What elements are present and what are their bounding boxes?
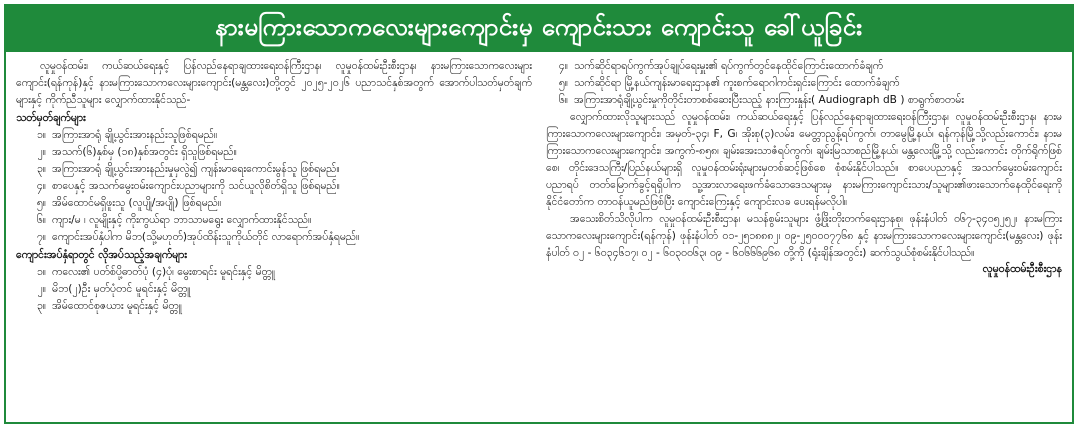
item-text: အကြားအာရုံ ချို့ယွင်းအားနည်းမှုမှလွဲ၍ ကျန်းမာရေးကောင်းမွန်သူ ဖြစ်ရမည်။ bbox=[52, 163, 340, 175]
item-number: ၃။ bbox=[36, 163, 46, 175]
list-item bbox=[16, 144, 532, 161]
item-text: အိမ်ထောင်မရှိဖူးသူ (လူပျို/အပျို) ဖြစ်ရမည်။ bbox=[52, 197, 222, 209]
right-column bbox=[546, 58, 1062, 315]
item-text: အသက်(၆)နှစ်မှ (၁၈)နှစ်အတွင်း ရှိသူဖြစ်ရမည်။ bbox=[52, 146, 237, 158]
list-item bbox=[16, 264, 532, 281]
item-text: ကျား/မ ၊ လူမျိုးနှင့် ကိုးကွယ်ရာ ဘာသာမရွေး လျှောက်ထားနိုင်သည်။ bbox=[52, 214, 312, 226]
list-item bbox=[16, 229, 532, 246]
header-banner bbox=[6, 6, 1072, 52]
documents-heading: ကျောင်းအပ်နှံရာတွင် လိုအပ်သည့်အချက်များ bbox=[16, 249, 187, 261]
notice-body bbox=[6, 52, 1072, 315]
left-column bbox=[16, 58, 532, 315]
item-number: ၃။ bbox=[36, 300, 46, 312]
intro-paragraph: လူမှုဝန်ထမ်း၊ ကယ်ဆယ်ရေးနှင့် ပြန်လည်နေရာချထားရေးဝန်ကြီးဌာန၊ လူမှုဝန်ထမ်းဦးစီးဌာန၊ နားမကြားသောကလေးများကျောင်း(ရန်ကုန်)နှင့် နားမကြားသောကလေးများကျောင်း(မန္တလေး)တို့တွင် ၂၀၂၅-၂၀၂၆ ပညာသင်နှစ်အတွက် အောက်ပါသတ်မှတ်ချက်များနှင့် ကိုက်ညီသူများ လျှောက်ထားနိုင်သည်- bbox=[16, 60, 532, 106]
list-item bbox=[546, 58, 1062, 75]
item-number: ၁။ bbox=[36, 129, 46, 141]
list-item bbox=[16, 212, 532, 229]
criteria-heading: သတ်မှတ်ချက်များ bbox=[16, 112, 86, 124]
issuer-signature: လူမှုဝန်ထမ်းဦးစီးဌာန bbox=[982, 263, 1062, 275]
list-item bbox=[16, 161, 532, 178]
list-item bbox=[16, 178, 532, 195]
item-number: ၇။ bbox=[36, 231, 46, 243]
list-item bbox=[16, 195, 532, 212]
list-item bbox=[16, 127, 532, 144]
item-text: မိဘ(၂)ဦး မှတ်ပုံတင် မူရင်းနှင့် မိတ္တူ bbox=[52, 283, 191, 295]
item-number: ၁။ bbox=[36, 266, 46, 278]
item-text: ကလေး၏ ပတ်စ်ပို့ဓာတ်ပုံ (၄)ပုံ၊ မွေးစာရင်း မူရင်းနှင့် မိတ္တူ bbox=[52, 266, 275, 278]
item-text: စာပေနှင့် အသက်မွေးဝမ်းကျောင်းပညာများကို သင်ယူလိုစိတ်ရှိသူ ဖြစ်ရမည်။ bbox=[52, 180, 340, 192]
item-number: ၅။ bbox=[36, 197, 46, 209]
item-number: ၆။ bbox=[558, 94, 568, 106]
list-item bbox=[16, 298, 532, 315]
documents-list-part2 bbox=[546, 58, 1062, 109]
criteria-list bbox=[16, 127, 532, 246]
item-number: ၆။ bbox=[36, 214, 46, 226]
contact-text: အသေးစိတ်သိလိုပါက လူမှုဝန်ထမ်းဦးစီးဌာန၊ မသန်စွမ်းသူများ ဖွံ့ဖြိုးတိုးတက်ရေးဌာနစု၊ ဖုန်းနံပါတ် ၀၆၇-၃၄၀၅၂၅၂၊ နားမကြားသောကလေးများကျောင်း(ရန်ကုန်) ဖုန်းနံပါတ် ၀၁-၂၅၁၈၈၈၂၊ ၀၉-၂၅၀၀၀၇၇၆၈ နှင့် နားမကြားသောကလေးများကျောင်း(မန္တလေး) ဖုန်းနံပါတ် ၀၂ - ၆၀၃၄၆၁၇၊ ၀၂ - ၆၀၃၀၀၆၃၊ ၀၉ - ၆၀၆၆၆၉၆၈ တို့ကို (ရုံးချိန်အတွင်း) ဆက်သွယ်စုံစမ်းနိုင်ပါသည်။ bbox=[546, 213, 1062, 259]
list-item bbox=[546, 92, 1062, 109]
item-text: အကြားအာရုံချို့ယွင်းမှုကိုတိုင်းတာစစ်ဆေးပြီးသည့် နားကြားနှုန်း( Audiograph dB ) စာရွက်စာတမ်း bbox=[574, 94, 964, 106]
item-number: ၄။ bbox=[36, 180, 46, 192]
contact-paragraph bbox=[546, 211, 1062, 262]
page-title: နားမကြားသောကလေးများကျောင်းမှ ကျောင်းသား ကျောင်းသူ ခေါ်ယူခြင်း bbox=[215, 13, 863, 41]
item-number: ၂။ bbox=[37, 283, 46, 295]
list-item bbox=[546, 75, 1062, 92]
item-text: အိမ်ထောင်စုဇယား မူရင်းနှင့် မိတ္တူ bbox=[52, 300, 182, 312]
item-number: ၂။ bbox=[37, 146, 46, 158]
application-paragraph: လျှောက်ထားလိုသူများသည် လူမှုဝန်ထမ်း၊ ကယ်ဆယ်ရေးနှင့် ပြန်လည်နေရာချထားရေးဝန်ကြီးဌာန၊ လူမှုဝန်ထမ်းဦးစီးဌာန၊ နားမကြားသောကလေးများကျောင်း၊ အမှတ်-၃၄၊ F, G၊ အိုးစု(၃)လမ်း၊ မေတ္တာညွန့်ရပ်ကွက်၊ တာမွေမြို့နယ်၊ ရန်ကုန်မြို့သို့လည်းကောင်း၊ နားမကြားသောကလေးများကျောင်း၊ အကွက်-၈၅၈၊ ချမ်းအေးသာဇံရပ်ကွက်၊ ချမ်းမြသာစည်မြို့နယ်၊ မန္တလေးမြို့သို့ လည်းကောင်း တိုက်ရိုက်ဖြစ်စေ၊ တိုင်းဒေသကြီး/ပြည်နယ်များရှိ လူမှုဝန်ထမ်းရုံးများမှတစ်ဆင့်ဖြစ်စေ စုံစမ်းနိုင်ပါသည်။ စာပေပညာနှင့် အသက်မွေးဝမ်းကျောင်းပညာရပ် တတ်မြောက်ခွင့်ရရှိပါက သူ့အားလာရေးဖက်ခံသောဒေသများမှ နားမကြားကျောင်းသား/သူများ၏ဖားသောက်နေထိုင်ရေးကို နိုင်ငံတော်က တာဝန်ယူမည်ဖြစ်ပြီး ကျောင်းကြေးနှင့် ကျောင်းလခ ပေးရန်မလိုပါ။ bbox=[546, 111, 1062, 208]
documents-list-part1 bbox=[16, 264, 532, 315]
list-item bbox=[16, 281, 532, 298]
notice-card bbox=[4, 4, 1074, 424]
item-text: ကျောင်းအပ်နှံပါက မိဘ(သို့မဟုတ်)အုပ်ထိန်းသူကိုယ်တိုင် လာရောက်အပ်နှံရမည်။ bbox=[52, 231, 360, 243]
item-text: အကြားအာရုံ ချို့ယွင်းအားနည်းသူဖြစ်ရမည်။ bbox=[52, 129, 218, 141]
item-number: ၅။ bbox=[558, 77, 568, 89]
item-text: သက်ဆိုင်ရာရပ်ကွက်အုပ်ချုပ်ရေးမှူး၏ ရပ်ကွက်တွင်နေထိုင်ကြောင်းထောက်ခံချက် bbox=[574, 60, 884, 72]
item-text: သက်ဆိုင်ရာ မြို့နယ်ကျန်းမာရေးဌာန၏ ကူးစက်ရောဂါကင်းရှင်းကြောင်း ထောက်ခံချက် bbox=[574, 77, 900, 89]
item-number: ၄။ bbox=[558, 60, 568, 72]
